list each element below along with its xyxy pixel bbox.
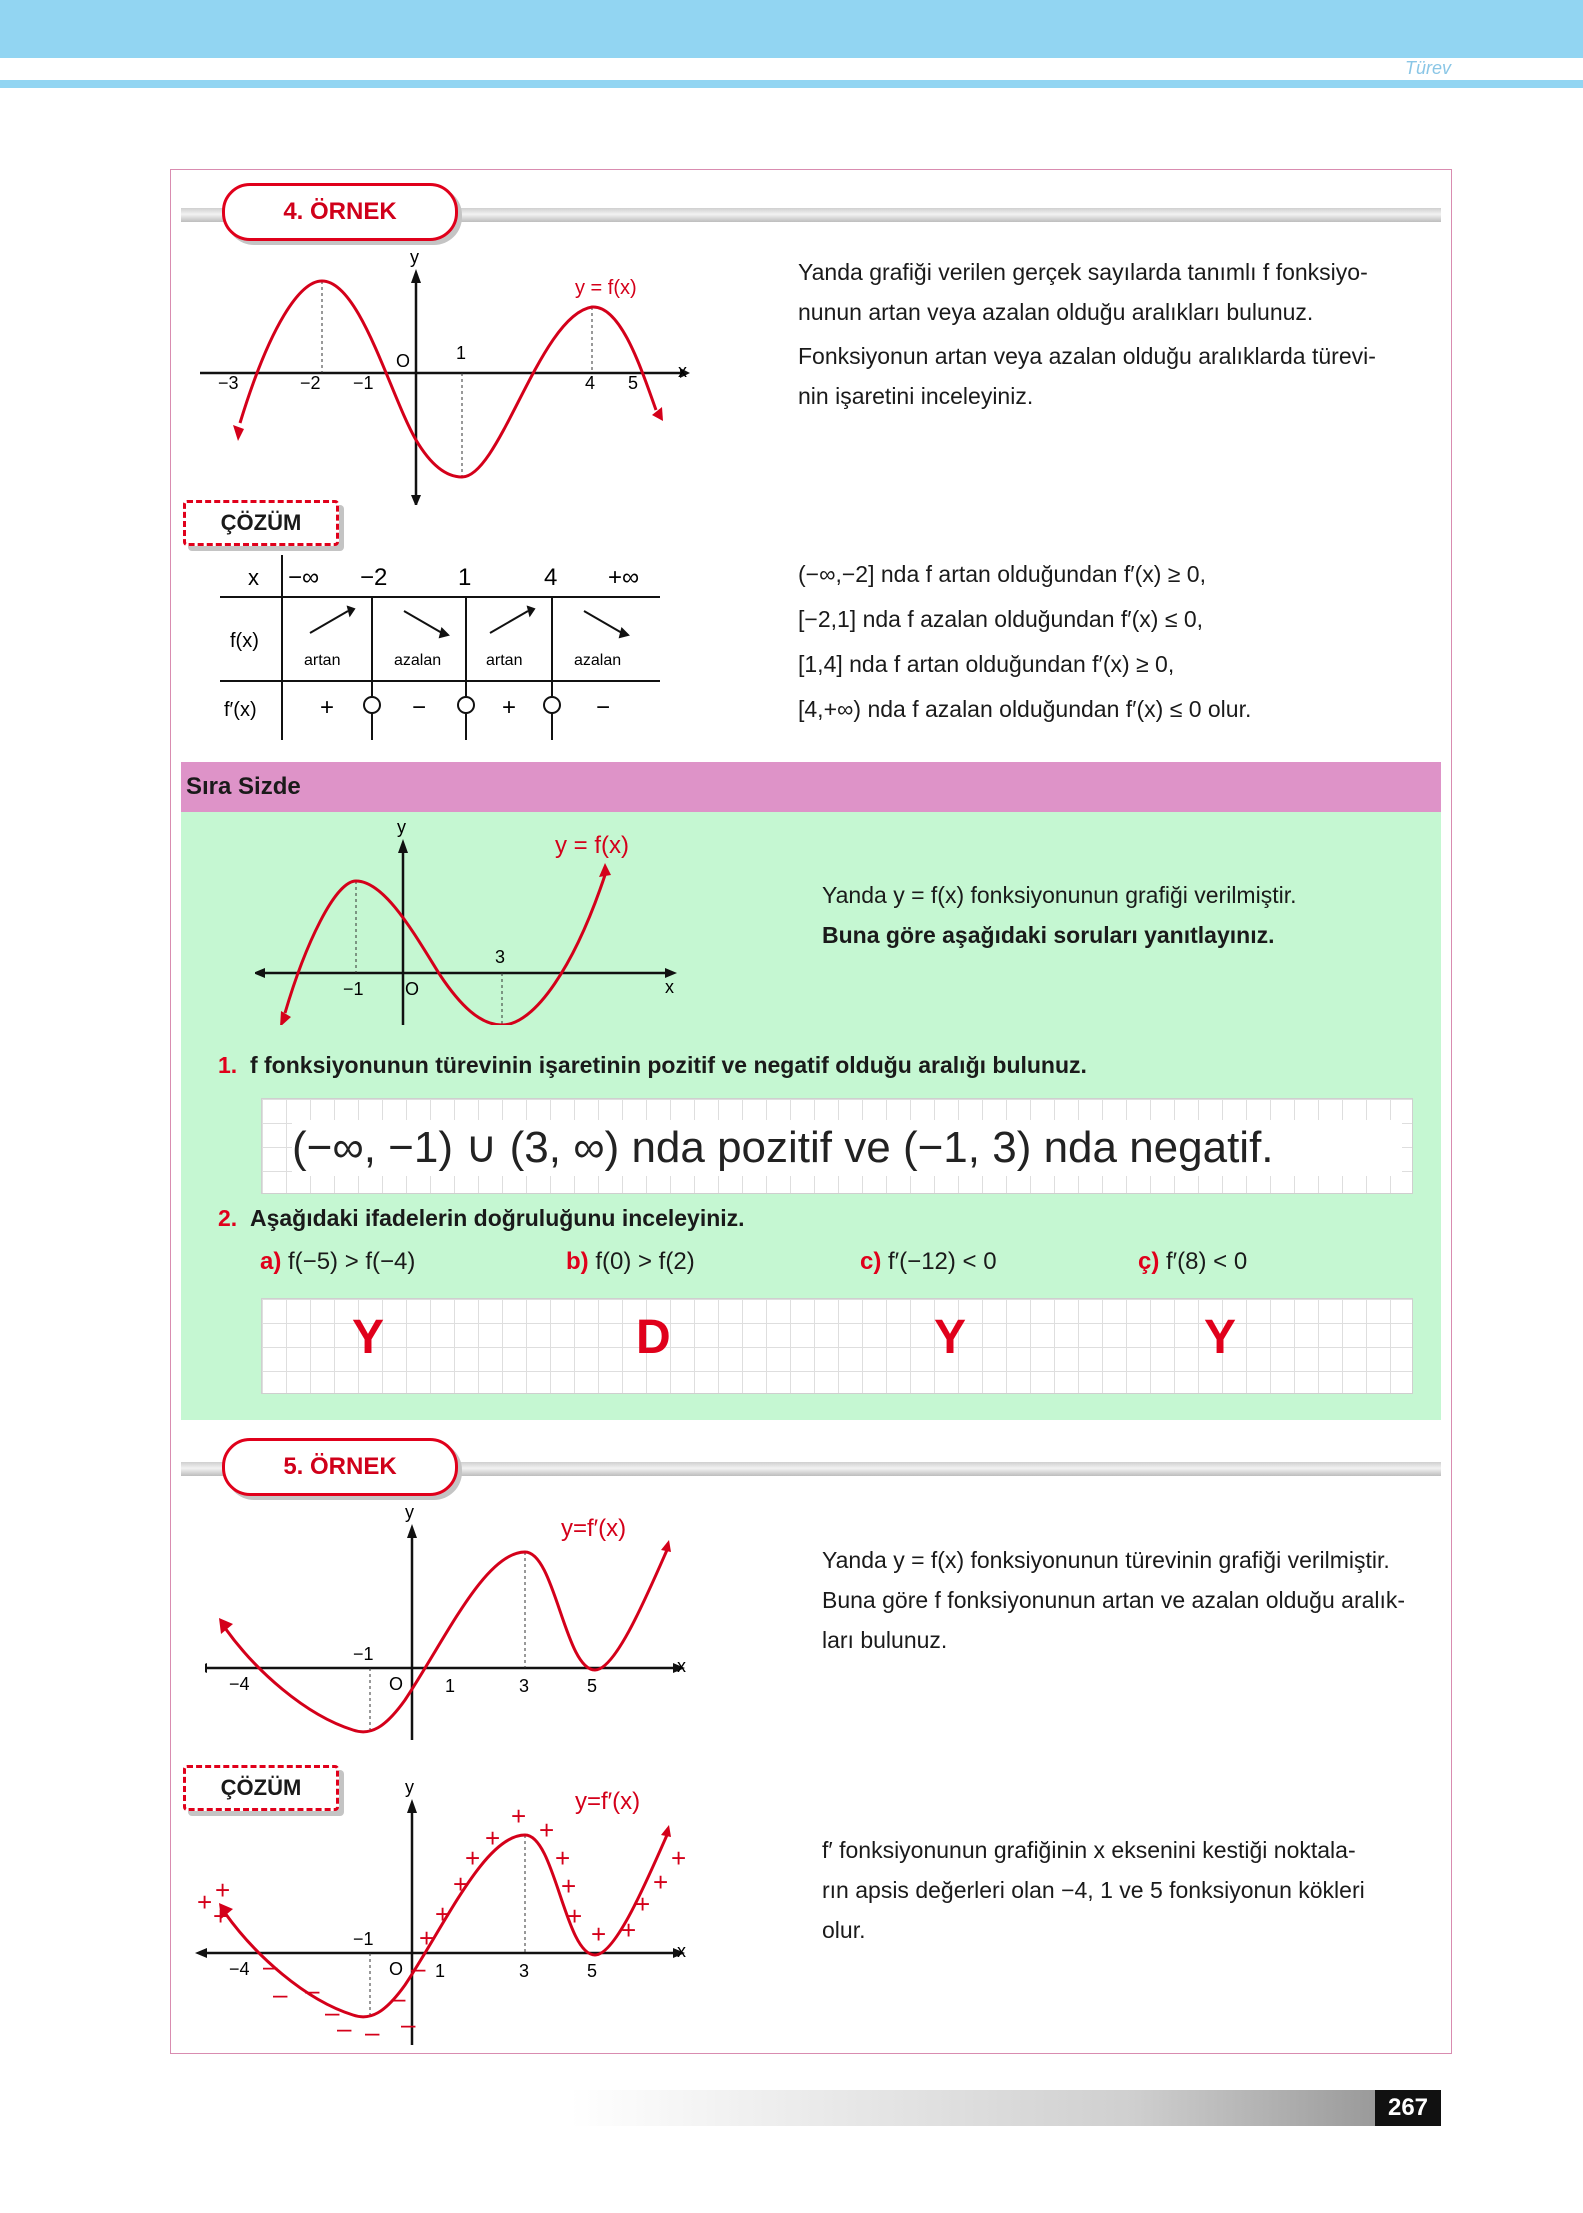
xval: 1 <box>458 564 472 591</box>
svg-text:+: + <box>511 1801 527 1831</box>
tick-m2: −2 <box>300 373 321 393</box>
svg-text:+: + <box>567 1901 583 1931</box>
trend-label: azalan <box>394 652 442 669</box>
svg-text:–: – <box>401 2009 416 2039</box>
tick-p1: 1 <box>435 1961 446 1981</box>
answer-box-2 <box>261 1298 1413 1394</box>
svg-text:–: – <box>325 1997 340 2027</box>
answer-1: (−∞, −1) ∪ (3, ∞) nda pozitif ve (−1, 3) nda negatif. <box>292 1120 1402 1176</box>
running-title: Türev <box>1404 58 1451 78</box>
svg-text:+: + <box>453 1869 469 1899</box>
sign: − <box>412 694 427 721</box>
example4-graph <box>200 245 700 505</box>
origin-label: O <box>396 351 411 371</box>
question-1: 1. f fonksiyonunun türevinin işaretinin pozitif ve negatif olduğu aralığı bulunuz. <box>218 1052 1087 1078</box>
svg-text:+: + <box>215 1875 231 1905</box>
y-axis-label: y <box>405 1502 414 1522</box>
tick-p1: 1 <box>445 1676 456 1696</box>
row-f-label: f(x) <box>230 630 259 652</box>
xval: −2 <box>360 564 388 591</box>
header-band <box>0 0 1583 58</box>
graph-label: y=f′(x) <box>561 1515 627 1542</box>
xval: 4 <box>544 564 558 591</box>
tick-m1: −1 <box>353 373 374 393</box>
origin-label: O <box>405 979 420 999</box>
item-a: a) f(−5) > f(−4) <box>260 1248 416 1275</box>
x-axis-label: x <box>665 977 674 997</box>
svg-text:+: + <box>653 1867 669 1897</box>
svg-text:–: – <box>391 1983 406 2013</box>
answer-cc: Y <box>1204 1311 1237 1364</box>
tick-m1: −1 <box>353 1644 374 1664</box>
solution5-text: f′ fonksiyonunun grafiğinin x eksenini kestiği noktala- rın apsis değerleri olan −4, 1 ve 5 fonksiyonun kökleri olur. <box>822 1837 1365 1943</box>
svg-text:–: – <box>263 1951 278 1981</box>
svg-text:+: + <box>671 1843 687 1873</box>
graph-label: y = f(x) <box>555 832 630 859</box>
solution5-graph <box>195 1775 705 2045</box>
solution4-text: (−∞,−2] nda f artan olduğundan f′(x) ≥ 0, [−2,1] nda f azalan olduğundan f′(x) ≤ 0, [1,4] nda f artan olduğundan f′(x) ≥ 0, [4,+∞) nda f azalan olduğundan f′(x) ≤ 0 olur. <box>798 561 1252 722</box>
tick-p5: 5 <box>587 1676 598 1696</box>
xval: −∞ <box>288 564 320 591</box>
xval: +∞ <box>608 564 640 591</box>
sign: − <box>596 694 611 721</box>
sira-sizde-text: Yanda y = f(x) fonksiyonunun grafiği verilmiştir. Buna göre aşağıdaki soruları yanıtlayınız. <box>822 882 1297 948</box>
page-number: 267 <box>1375 2090 1441 2126</box>
svg-text:+: + <box>635 1889 651 1919</box>
sira-sizde-band <box>181 762 1441 812</box>
x-axis-label: x <box>677 1656 686 1676</box>
sira-sizde-graph <box>255 815 695 1025</box>
svg-text:–: – <box>411 1953 426 1983</box>
row-x-label: x <box>248 565 259 590</box>
sign: + <box>320 694 335 721</box>
sign: + <box>502 694 517 721</box>
sign-table <box>220 555 670 745</box>
svg-text:+: + <box>197 1887 213 1917</box>
trend-label: artan <box>486 652 523 669</box>
answer-a: Y <box>352 1311 385 1364</box>
sira-sizde-title: Sıra Sizde <box>186 773 301 800</box>
item-c: c) f′(−12) < 0 <box>860 1248 997 1275</box>
origin-label: O <box>389 1674 404 1694</box>
y-axis-label: y <box>405 1777 414 1797</box>
item-cc: ç) f′(8) < 0 <box>1138 1248 1248 1275</box>
svg-text:+: + <box>435 1899 451 1929</box>
tick-m4: −4 <box>229 1674 250 1694</box>
example5-graph <box>205 1500 705 1740</box>
graph-label: y = f(x) <box>575 277 637 299</box>
solution5-label: ÇÖZÜM <box>183 1765 339 1811</box>
trend-label: artan <box>304 652 341 669</box>
svg-text:+: + <box>213 1901 229 1931</box>
row-fp-label: f′(x) <box>224 699 257 721</box>
x-axis-label: x <box>677 1941 686 1961</box>
svg-text:–: – <box>337 2013 352 2043</box>
example4-label: 4. ÖRNEK <box>222 183 458 241</box>
footer-gradient <box>570 2090 1375 2126</box>
item-b: b) f(0) > f(2) <box>566 1248 695 1275</box>
y-arrow-icon <box>411 269 421 283</box>
answer-b: D <box>636 1311 671 1364</box>
origin-label: O <box>389 1959 404 1979</box>
solution4-label: ÇÖZÜM <box>183 500 339 546</box>
svg-text:–: – <box>305 1975 320 2005</box>
example4-text: Yanda grafiği verilen gerçek sayılarda tanımlı f fonksiyo- nunun artan veya azalan olduğu aralıkları bulunuz. Fonksiyonun artan veya azalan olduğu aralıklarda türevi- nin işaretini inceleyiniz. <box>798 259 1376 409</box>
svg-text:+: + <box>485 1823 501 1853</box>
header-line <box>0 80 1583 88</box>
x-axis-label: x <box>678 361 687 381</box>
tick-m1: −1 <box>353 1929 374 1949</box>
tick-p3: 3 <box>519 1961 530 1981</box>
svg-text:+: + <box>419 1923 435 1953</box>
tick-m4: −4 <box>229 1959 250 1979</box>
svg-text:+: + <box>465 1843 481 1873</box>
tick-p4: 4 <box>585 373 596 393</box>
y-axis-label: y <box>410 247 419 267</box>
trend-label: azalan <box>574 652 622 669</box>
question-2: 2. Aşağıdaki ifadelerin doğruluğunu inceleyiniz. <box>218 1205 745 1231</box>
svg-text:+: + <box>539 1815 555 1845</box>
tick-p1: 1 <box>456 343 467 363</box>
y-axis-label: y <box>397 817 406 837</box>
svg-text:–: – <box>365 2017 380 2045</box>
example5-text: Yanda y = f(x) fonksiyonunun türevinin grafiği verilmiştir. Buna göre f fonksiyonunun artan ve azalan olduğu aralık- ları bulunuz. <box>822 1547 1406 1653</box>
tick-p5: 5 <box>628 373 639 393</box>
svg-text:+: + <box>591 1919 607 1949</box>
svg-text:+: + <box>555 1843 571 1873</box>
example5-label: 5. ÖRNEK <box>222 1438 458 1496</box>
tick-p3: 3 <box>519 1676 530 1696</box>
answer-c: Y <box>934 1311 967 1364</box>
svg-text:+: + <box>621 1915 637 1945</box>
svg-text:+: + <box>561 1871 577 1901</box>
tick-p3: 3 <box>495 947 506 967</box>
graph-label: y=f′(x) <box>575 1788 641 1815</box>
tick-m1: −1 <box>343 979 364 999</box>
tick-m3: −3 <box>218 373 239 393</box>
tick-p5: 5 <box>587 1961 598 1981</box>
svg-text:–: – <box>273 1979 288 2009</box>
